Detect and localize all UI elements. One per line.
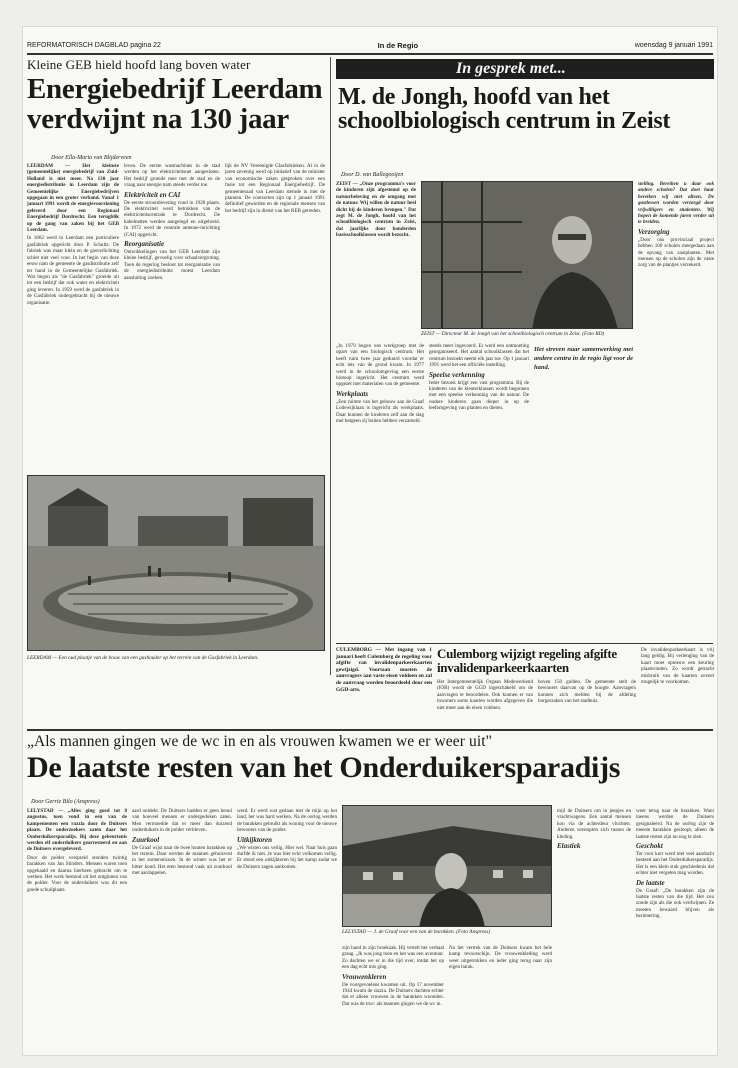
article2-body-3: stelling. Bereiken u daar ook andere scholen? Dat doet haar bereiken wij niet alleen. De gastlessen worden verzorgd door vrijwilligers en studenten. Wij hopen de komende jaren verder uit te breiden.	[638, 181, 714, 226]
article4-body-6c: De Graaf: „De barakken zijn de laatste resten van die tijd. Het zou zonde zijn als die ook verdwijnen. Ze moeten bewaard blijven als herinnering.	[636, 887, 714, 920]
article2-quote: Het streven naar samenwerking met andere centra in de regio ligt voor de hand.	[534, 346, 633, 371]
article3-column-1	[437, 679, 533, 725]
article4-byline: Door Gerrie Bilo (Anspress)	[31, 799, 100, 805]
article4-kicker: „Als mannen gingen we de wc in en als vrouwen kwamen we er weer uit"	[27, 733, 493, 750]
article4-body-6b: Tot voor kort werd niet veel aandacht besteed aan het Onderduikersparadijs. Het is een klein stuk geschiedenis dat echter niet vergeten mag worden.	[636, 851, 714, 877]
article4-body-2: aard ontdekt. De Duitsers hadden er geen benul van hoeveel mensen er ondergedoken zaten. Men vermoedde dat er meer dan duizend onderduikers in de polder verbleven.	[132, 808, 232, 834]
article4-subhead-5: Geschokt	[636, 842, 663, 851]
article1-column-1	[27, 163, 119, 471]
article2-lead-text: — „Onze programma's voor de kinderen zijn afgestemd op de natuurbeleving en de omgang met de natuur. Wij willen de natuur heel dicht bij de kinderen brengen." Dat zegt M. de Jongh, hoofd van het schoolbiologisch centrum in Zeist, dat jaarlijks door honderden basisschoolklassen wordt bezocht.	[336, 181, 416, 239]
article4-lead-text: — „Alles ging goed tot 8 augustus, toen vond in een van de kampementen een razzia door de Duitsers plaats. De onderzoekers zaten daar het Onderduikersparadijs. Bij deze gebeurtenis werden elf onderduikers gearresteerd en aan de Duitsers overgeleverd.	[27, 808, 127, 853]
article2-column-3	[638, 181, 714, 641]
article2-photo	[421, 181, 633, 329]
article3-headline: Culemborg wijzigt regeling afgifte invalidenparkeerkaarten	[437, 646, 617, 675]
article2-body-1b: „Een ruimte van het gebouw aan de Graaf Lodewijklaan is ingericht als werkplaats. Daar kunnen de kinderen zelf aan de slag met hetgeen zij buiten hebben verzameld.	[336, 398, 424, 425]
article1-caption: LEERDAM — Een oud plaatje van de bouw van een gashouder op het terrein van de Gasfabriek in Leerdam.	[27, 655, 259, 661]
article2-body-2: steeds meer ingevoerd. Er werd een ontmoeting georganiseerd. Het aantal schoolklassen dat het centrum bezoekt neemt elk jaar toe. Op 1 januari 1991 werd het een officiële instelling.	[429, 343, 529, 369]
article4-caption: LELYSTAD — J. de Graaf voor een van de barakken. (Foto Anspress)	[342, 929, 490, 935]
gasholder-construction-illustration	[28, 476, 325, 651]
article2-column-2c	[534, 343, 633, 639]
article1-column-3	[225, 163, 325, 471]
article1-body-3: lijk de NV Vereenigde Glasfabrieken. Al in de jaren zeventig werd op initiatief van de minister van economische zaken gesproken over een fusie tot een Regionaal Energiebedrijf. De gemeenteraad van Leerdam stemde in met de plannen. De contracten zijn op 1 januari 1991 definitief geworden en de regionale mensen van het bedrijf zijn in dienst van het REB getreden.	[225, 163, 325, 214]
article2-dateline: ZEIST	[336, 181, 351, 187]
article4-subhead-2: Uitkijktoren	[237, 835, 273, 844]
newspaper-page	[22, 26, 718, 1056]
paper-name: REFORMATORISCH DAGBLAD pagina 22	[27, 41, 161, 49]
article4-body-5: mijl de Duitsers om in jeepjes en vrachtwagens. Een aantal mensen kon via de achterdeur vluchten. Anderen verstopten zich tussen de kleding.	[557, 808, 631, 840]
article2-byline: Door D. van Ballegooijen	[341, 172, 404, 178]
article4-body-3: werd. Er werd wat gedaan met de mijn op het land, het was hard werken. Na de oorlog werden de barakken gebruikt als woning voor de nieuwe bewoners van de polder.	[237, 808, 337, 834]
article2-headline: M. de Jongh, hoofd van het schoolbiologisch centrum in Zeist	[338, 84, 671, 135]
article4-body-4b: De voorgevoelens kwamen uit. Op 17 november 1944 kwam de razzia. De Duitsers dachten echter dat er alleen vrouwen in de barakken woonden. Dat was de truc: als mannen gingen we de wc in.	[342, 981, 444, 1007]
article4-body-4: zijn hand in zijn broekzak. Hij vertelt het verhaal graag. „Ik was jong toen en het was een avontuur. Zo dachten we er in die tijd over, totdat het op een dag echt mis ging.	[342, 945, 444, 971]
interview-banner: In gesprek met...	[336, 59, 714, 79]
header-rule	[27, 53, 713, 55]
section-name: In de Regio	[377, 40, 419, 50]
article2-body-2b: Ieder bezoek krijgt een vast programma. Bij de kinderen van de kleuterklassen wordt begonnen met een speelse verkenning van de natuur. De oudere kinderen gaan dieper in op de leefomgeving van planten en dieren.	[429, 379, 529, 412]
article2-lead-column	[336, 181, 416, 331]
article1-body-2c: Ontwikkelingen van het GEB Leerdam zijn kleine bedrijf, gevoelig voor schaalvergroting. Toen de regering besloot tot reorganisatie van de energiedistributie moest Leerdam aansluiting zoeken.	[124, 249, 220, 281]
article1-headline: Energiebedrijf Leerdam verdwijnt na 130 jaar	[27, 73, 323, 135]
article2-column-2	[429, 343, 529, 639]
article1-byline: Door Ella-Maria van Blijderveen	[51, 155, 132, 161]
article2-lead	[336, 181, 416, 238]
article2-body-3b: „Door ons provinciaal project hebben 100 scholen meegedaan aan de opvang van zaaiplanten. Met mensen op de scholen zijn de vaste zorg van de plantjes verzekerd.	[638, 236, 714, 269]
article4-column-4	[342, 945, 444, 1052]
article1-lead	[27, 163, 119, 233]
article2-body-1: „In 1979 begon ons werkgroep met de opzet van een biologisch centrum. Het heeft ruim twee jaar geduurd voordat er echt iets van de grond kwam. In 1977 werd in de schoolomgeving een eerste biotoop ingericht. Het centrum werd opgezet met materialen van de gemeente.	[336, 343, 424, 388]
article1-column-2	[124, 163, 220, 471]
article3-body-3: De invalidenparkeerkaart is vrij lang geldig. Bij verlenging van de kaart moet opnieuw een keuring plaatsvinden. Zo wordt getracht misbruik van de kaarten zoveel mogelijk te voorkomen.	[641, 647, 714, 686]
article4-body-3b: „We wisten ons veilig. Hier wel. Naar huis gaan durfde ik niet. Je was hier echt volkomen veilig. Er stond een uitkijktoren bij het kamp zodat we de Duitsers zagen aankomen.	[237, 844, 337, 870]
article3-body-2: boven 150 gulden. De gemeente stelt de bewoners daarvan op de hoogte. Aanvragers kunnen zich melden bij de afdeling burgerzaken van het stadhuis.	[538, 679, 636, 705]
article1-kicker: Kleine GEB hield hoofd lang boven water	[27, 57, 251, 72]
column-divider	[330, 57, 331, 675]
article4-lead	[27, 808, 127, 852]
article4-subhead-6: De laatste	[636, 878, 665, 887]
article2-caption: ZEIST — Directeur M. de Jongh van het schoolbiologisch centrum in Zeist. (Foto RD)	[421, 331, 605, 337]
article4-photo	[342, 805, 552, 927]
article4-column-5a	[449, 945, 552, 1052]
article4-dateline: LELYSTAD	[27, 808, 54, 814]
article4-subhead-1: Zuurkool	[132, 835, 160, 844]
article4-column-6	[636, 808, 714, 1052]
article4-subhead-3: Vrouwenkleren	[342, 972, 387, 981]
article1-lead-text: — Het kleinste (gemeentelijke) energiebedrijf van Zuid-Holland is niet meer. Na 130 jaar energiedistributie in Leerdam zijn de Gemeentelijke Energiebedrijven opgegaan in een groter verband. Vanaf 1 januari 1991 wordt de energievoorziening geleverd door een Regionaal Energiebedrijf Dordrecht. Een terugblik op de gang van zaken bij het GEB Leerdam.	[27, 163, 119, 234]
article3-body-1: Het Intergemeentelijk Orgaan Medewerkend (IOB) wordt de GGD ingeschakeld om de aanvragen te beoordelen. Ook kunnen er van inwoners soms kaarten worden afgegeven die niet meer aan de eisen voldoen.	[437, 679, 533, 711]
article2-subhead-1: Werkplaats	[336, 389, 369, 398]
article4-subhead-4: Elastiek	[557, 842, 581, 851]
article1-photo	[27, 475, 325, 651]
article1-subhead-1: Elektriciteit en CAI	[124, 190, 181, 199]
article4-body-5b: Na het vertrek van de Duitsers kwam het hele kamp tevoorschijn. De vrouwenkleding werd weer uitgetrokken en ieder ging terug naar zijn eigen barak.	[449, 945, 552, 971]
article3-column-3	[641, 647, 714, 725]
article2-subhead-2: Speelse verkenning	[429, 370, 485, 379]
article2-column-1	[336, 343, 424, 639]
article1-body-2: leven. De eerste wasmachines in de stad werden op het elektriciteitsnet aangesloten. Het bedrijf groeide mee met de stad en de vraag naar energie nam steeds verder toe.	[124, 163, 220, 189]
article1-body-1: In 1862 werd in Leerdam een particuliere gasfabriek opgericht door P. Schultz. De fabriek was maar klein en de gasverlichting schiet niet veel voor. In het begin van deze eeuw nam de gemeente de gasdistributie zelf ter hand in de Gemeentelijke Gasfabriek. Wat begon als "de Gasfabriek" groeide uit tot een bedrijf dat ook water en elektriciteit ging leveren. In 1959 werd de gasfabriek in de Gasfabriek ondergebracht bij de nieuwe organisatie.	[27, 235, 119, 306]
issue-date: woensdag 9 januari 1991	[634, 41, 713, 49]
article4-body-1: Door de polder verspreid stonden twintig barakken van Jan Stinders. Mensen waren toen opgehaald en daarna hierheen gebracht om te werken. Het werk bestond uit het ontginnen van de polder. Voor de onderduikers was dit een goede schuilplaats.	[27, 854, 127, 893]
article3-intro-box: CULEMBORG — Met ingang van 1 januari heeft Culemborg de regeling voor afgifte van invalidenparkeerkaarten gewijzigd. Voortaan moeten de aanvragers aan vaste eisen voldoen en zal de aanvraag worden beoordeeld door een GGD-arts.	[336, 647, 432, 693]
article4-column-5	[557, 808, 631, 1052]
article4-headline: De laatste resten van het Onderduikersparadijs	[27, 751, 621, 784]
article3-column-2	[538, 679, 636, 725]
running-header	[27, 39, 713, 51]
article4-body-6: weer terug naar de barakken. Want ineens werden de Duitsers gesignaleerd. Na de oorlog zijn de meeste barakken gesloopt, alleen de laatste resten zijn nu nog te zien.	[636, 808, 714, 840]
article4-column-3	[237, 808, 337, 1052]
article4-body-2b: De Graaf wijst naar de twee houten barakken op het terrein. Daar werden de mannen gehuisvest in het zomerseizoen. In de winter was het er bitter koud. Het eten bestond vaak uit zuurkool met aardappelen.	[132, 844, 232, 877]
barracks-illustration	[343, 806, 552, 927]
article2-subhead-3: Verzorging	[638, 227, 670, 236]
article4-column-1	[27, 808, 127, 1052]
article1-dateline: LEERDAM	[27, 163, 54, 169]
article1-subhead-2: Reorganisatie	[124, 240, 165, 249]
section-rule	[27, 729, 713, 731]
portrait-illustration	[422, 182, 633, 329]
article3-rule	[336, 643, 713, 644]
article1-body-2b: De eerste stroomlevering vond in 1928 plaats. De elektriciteit werd betrokken van de elektriciteitscentrale te Dordrecht. De kabelnetten werden aangelegd en uitgebreid. In 1972 werd de centrale antenne-inrichting (CAI) opgericht.	[124, 199, 220, 238]
article4-column-2	[132, 808, 232, 1052]
